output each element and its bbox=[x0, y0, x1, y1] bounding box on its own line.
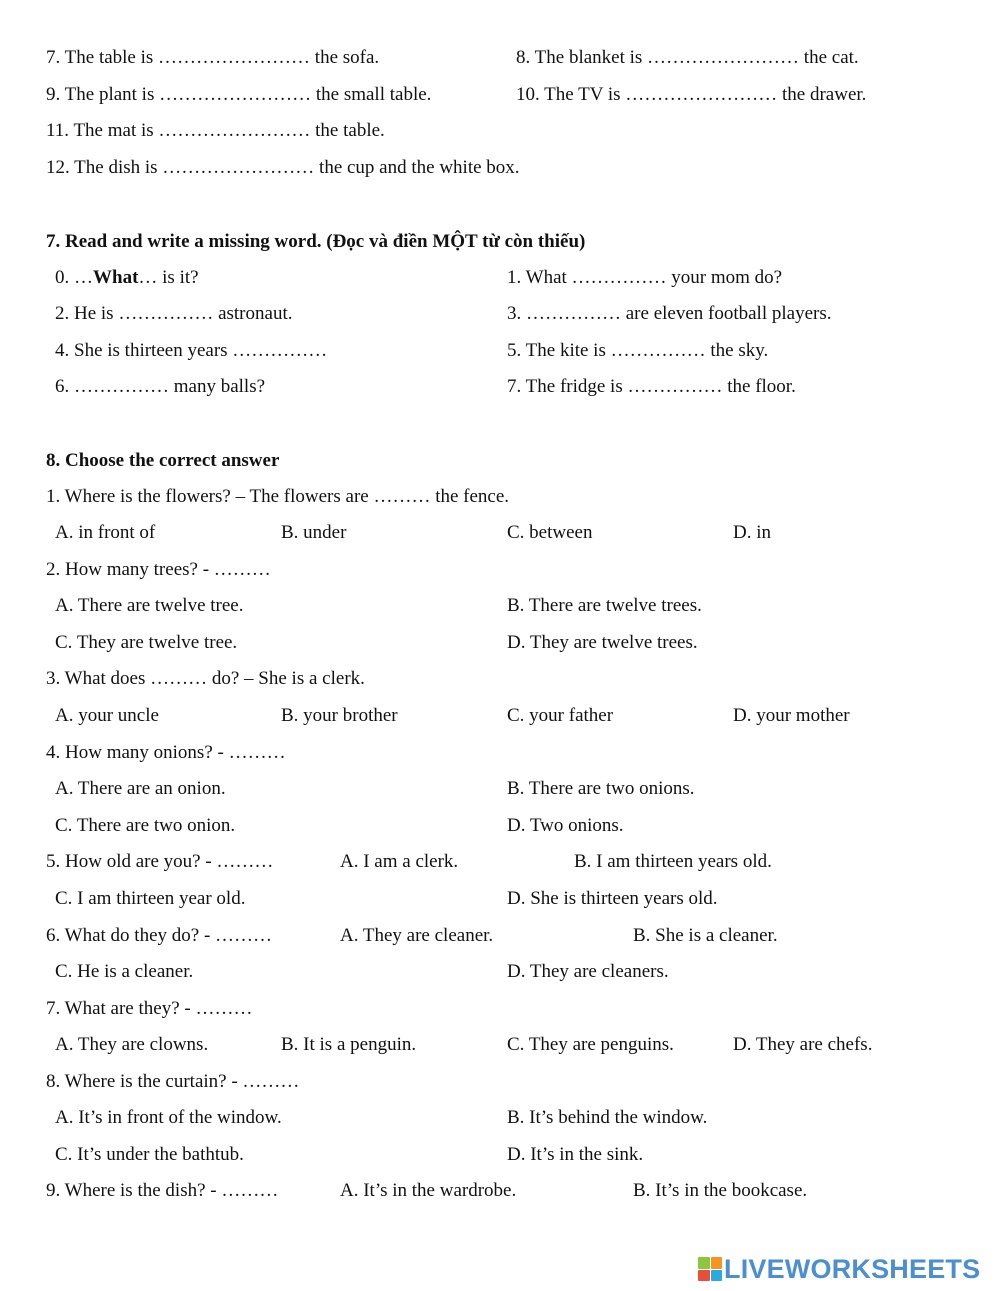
question: 1. Where is the flowers? – The flowers are ……… the fence. bbox=[46, 486, 510, 507]
section-title: 7. Read and write a missing word. (Đọc và điền MỘT từ còn thiếu) bbox=[46, 231, 586, 252]
option: B. She is a cleaner. bbox=[633, 925, 778, 946]
question: 5. How old are you? - ……… bbox=[46, 851, 274, 872]
exercise-line: 2. He is …………… astronaut. bbox=[55, 303, 293, 324]
exercise-line: 3. …………… are eleven football players. bbox=[507, 303, 832, 324]
question: 7. What are they? - ……… bbox=[46, 998, 253, 1019]
option: A. It’s in front of the window. bbox=[55, 1107, 282, 1128]
option: C. your father bbox=[507, 705, 614, 726]
option: A. They are clowns. bbox=[55, 1034, 209, 1055]
option: D. They are twelve trees. bbox=[507, 632, 698, 653]
option: C. They are penguins. bbox=[507, 1034, 674, 1055]
option: A. It’s in the wardrobe. bbox=[340, 1180, 517, 1201]
option: A. I am a clerk. bbox=[340, 851, 459, 872]
exercise-line: 1. What …………… your mom do? bbox=[507, 267, 783, 288]
option: B. There are twelve trees. bbox=[507, 595, 702, 616]
example-answer: What bbox=[93, 267, 139, 288]
logo-text: LIVEWORKSHEETS bbox=[724, 1253, 981, 1284]
option: B. It is a penguin. bbox=[281, 1034, 417, 1055]
option: D. your mother bbox=[733, 705, 850, 726]
question: 9. Where is the dish? - ……… bbox=[46, 1180, 279, 1201]
question: 3. What does ……… do? – She is a clerk. bbox=[46, 668, 365, 689]
question: 2. How many trees? - ……… bbox=[46, 559, 271, 580]
exercise-line: 9. The plant is …………………… the small table. bbox=[46, 84, 432, 105]
option: B. under bbox=[281, 522, 347, 543]
question: 4. How many onions? - ……… bbox=[46, 742, 286, 763]
option: D. They are cleaners. bbox=[507, 961, 669, 982]
logo-tile bbox=[711, 1257, 723, 1269]
exercise-line: 11. The mat is …………………… the table. bbox=[46, 120, 385, 141]
option: C. They are twelve tree. bbox=[55, 632, 238, 653]
liveworksheets-logo bbox=[698, 1254, 980, 1284]
option: B. your brother bbox=[281, 705, 398, 726]
option: B. It’s in the bookcase. bbox=[633, 1180, 808, 1201]
liveworksheets-logo-icon bbox=[698, 1257, 722, 1281]
option: D. Two onions. bbox=[507, 815, 624, 836]
option: B. I am thirteen years old. bbox=[574, 851, 772, 872]
section-title: 8. Choose the correct answer bbox=[46, 450, 280, 471]
option: C. between bbox=[507, 522, 593, 543]
example-suffix: … is it? bbox=[138, 267, 199, 288]
option: D. She is thirteen years old. bbox=[507, 888, 718, 909]
example-prefix: 0. … bbox=[55, 267, 93, 288]
exercise-line: 8. The blanket is …………………… the cat. bbox=[516, 47, 859, 68]
option: A. your uncle bbox=[55, 705, 159, 726]
exercise-line: 7. The table is …………………… the sofa. bbox=[46, 47, 380, 68]
option: D. It’s in the sink. bbox=[507, 1144, 644, 1165]
option: C. He is a cleaner. bbox=[55, 961, 194, 982]
option: D. in bbox=[733, 522, 771, 543]
example-line bbox=[55, 266, 199, 290]
question: 6. What do they do? - ……… bbox=[46, 925, 273, 946]
logo-tile bbox=[698, 1270, 710, 1282]
logo-tile bbox=[711, 1270, 723, 1282]
option: A. There are an onion. bbox=[55, 778, 226, 799]
option: C. There are two onion. bbox=[55, 815, 236, 836]
option: C. I am thirteen year old. bbox=[55, 888, 246, 909]
option: B. It’s behind the window. bbox=[507, 1107, 708, 1128]
option: C. It’s under the bathtub. bbox=[55, 1144, 244, 1165]
exercise-line: 6. …………… many balls? bbox=[55, 376, 266, 397]
option: A. They are cleaner. bbox=[340, 925, 494, 946]
option: A. in front of bbox=[55, 522, 156, 543]
exercise-line: 5. The kite is …………… the sky. bbox=[507, 340, 769, 361]
option: A. There are twelve tree. bbox=[55, 595, 244, 616]
exercise-line: 7. The fridge is …………… the floor. bbox=[507, 376, 796, 397]
exercise-line: 4. She is thirteen years …………… bbox=[55, 340, 328, 361]
logo-tile bbox=[698, 1257, 710, 1269]
question: 8. Where is the curtain? - ……… bbox=[46, 1071, 300, 1092]
option: D. They are chefs. bbox=[733, 1034, 873, 1055]
option: B. There are two onions. bbox=[507, 778, 695, 799]
exercise-line: 10. The TV is …………………… the drawer. bbox=[516, 84, 867, 105]
exercise-line: 12. The dish is …………………… the cup and the white box. bbox=[46, 157, 520, 178]
